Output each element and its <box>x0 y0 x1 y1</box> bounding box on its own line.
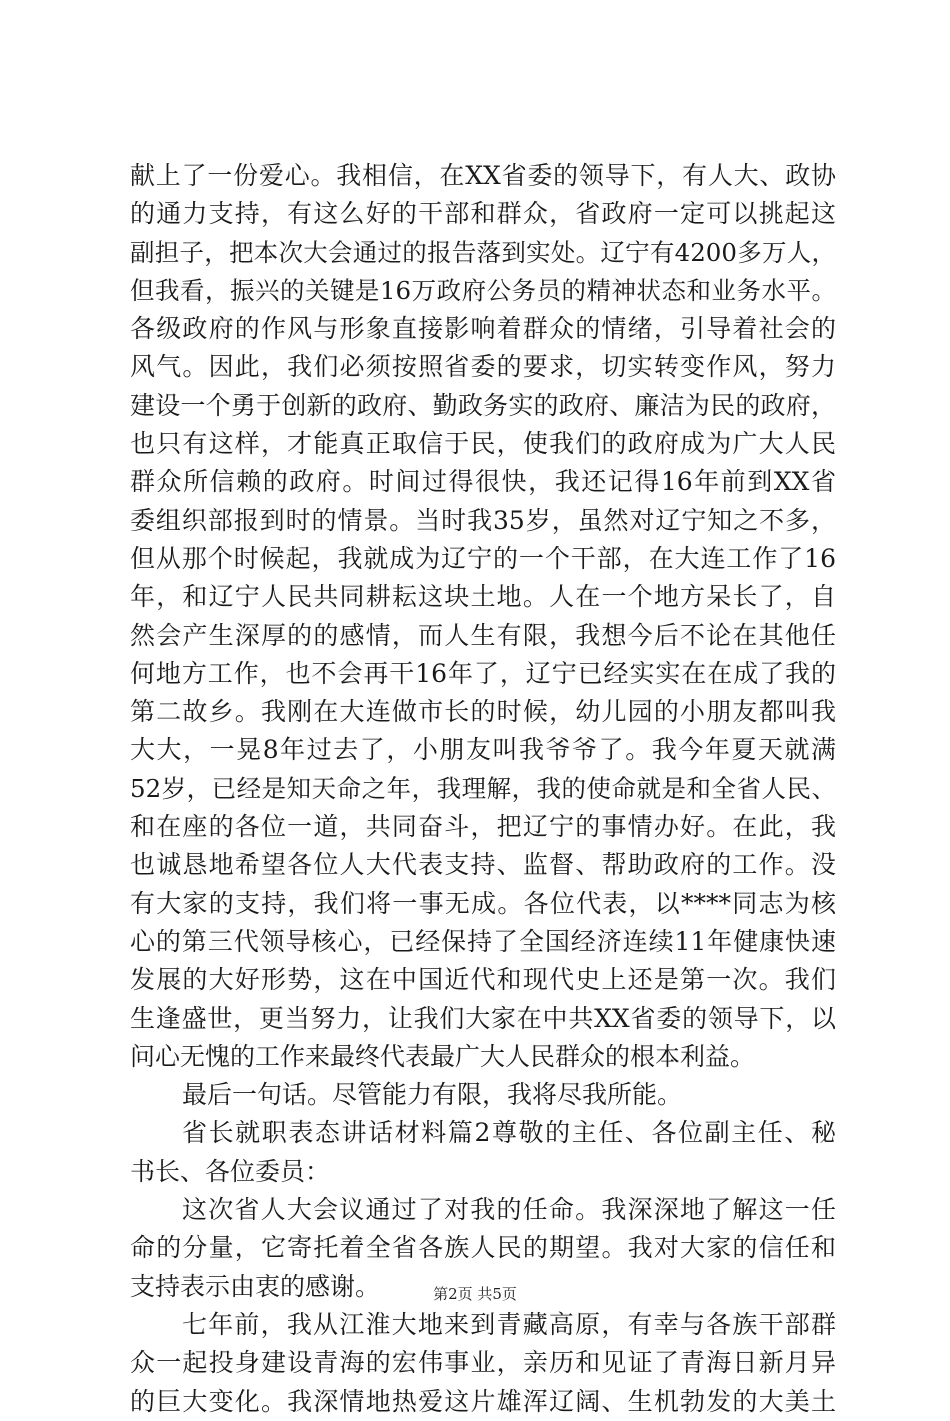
text-line: 然会产生深厚的的感情，而人生有限，我想今后不论在其他任 <box>130 620 836 650</box>
text-line: 的巨大变化。我深情地热爱这片雄浑辽阔、生机勃发的大美土 <box>130 1386 836 1416</box>
text-line: 最后一句话。尽管能力有限，我将尽我所能。 <box>182 1080 683 1110</box>
text-line: 命的分量，它寄托着全省各族人民的期望。我对大家的信任和 <box>130 1233 836 1263</box>
text-line: 但我看，振兴的关键是16万政府公务员的精神状态和业务水平。 <box>130 275 836 305</box>
text-line: 风气。因此，我们必须按照省委的要求，切实转变作风，努力 <box>130 352 836 382</box>
text-line: 生逢盛世，更当努力，让我们大家在中共XX省委的领导下，以 <box>130 1003 836 1033</box>
page-footer <box>0 1284 950 1304</box>
text-line: 书长、各位委员： <box>130 1156 331 1186</box>
text-line: 也只有这样，才能真正取信于民，使我们的政府成为广大人民 <box>130 429 836 459</box>
text-line: 省长就职表态讲话材料篇2尊敬的主任、各位副主任、秘 <box>182 1118 836 1148</box>
text-line: 七年前，我从江淮大地来到青藏高原，有幸与各族干部群 <box>182 1309 836 1339</box>
text-line: 第二故乡。我刚在大连做市长的时候，幼儿园的小朋友都叫我 <box>130 697 836 727</box>
text-line: 和在座的各位一道，共同奋斗，把辽宁的事情办好。在此，我 <box>130 812 836 842</box>
text-line: 支持表示由衷的感谢。 <box>130 1271 381 1301</box>
text-line: 各级政府的作风与形象直接影响着群众的情绪，引导着社会的 <box>130 314 836 344</box>
text-line: 52岁，已经是知天命之年，我理解，我的使命就是和全省人民、 <box>130 773 836 803</box>
page-number: 第2页 共5页 <box>433 1285 517 1303</box>
text-line: 这次省人大会议通过了对我的任命。我深深地了解这一任 <box>182 1195 836 1225</box>
text-line: 副担子，把本次大会通过的报告落到实处。辽宁有4200多万人， <box>130 237 836 267</box>
text-line: 建设一个勇于创新的政府、勤政务实的政府、廉洁为民的政府， <box>130 390 836 420</box>
text-line: 有大家的支持，我们将一事无成。各位代表，以****同志为核 <box>130 888 836 918</box>
text-line: 但从那个时候起，我就成为辽宁的一个干部，在大连工作了16 <box>130 543 836 573</box>
text-line: 问心无愧的工作来最终代表最广大人民群众的根本利益。 <box>130 1041 756 1071</box>
text-line: 委组织部报到时的情景。当时我35岁，虽然对辽宁知之不多， <box>130 505 836 535</box>
text-line: 献上了一份爱心。我相信，在XX省委的领导下，有人大、政协 <box>130 161 836 190</box>
text-line: 群众所信赖的政府。时间过得很快，我还记得16年前到XX省 <box>130 467 836 497</box>
text-line: 也诚恳地希望各位人大代表支持、监督、帮助政府的工作。没 <box>130 850 836 880</box>
text-line: 发展的大好形势，这在中国近代和现代史上还是第一次。我们 <box>130 965 836 995</box>
text-line: 年，和辽宁人民共同耕耘这块土地。人在一个地方呆长了，自 <box>130 582 836 612</box>
text-line: 的通力支持，有这么好的干部和群众，省政府一定可以挑起这 <box>130 199 836 229</box>
text-line: 众一起投身建设青海的宏伟事业，亲历和见证了青海日新月异 <box>130 1348 836 1378</box>
document-body <box>130 157 836 1421</box>
text-line: 何地方工作，也不会再干16年了，辽宁已经实实在在成了我的 <box>130 658 836 688</box>
text-line: 大大，一晃8年过去了，小朋友叫我爷爷了。我今年夏天就满 <box>130 735 836 765</box>
text-line: 心的第三代领导核心，已经保持了全国经济连续11年健康快速 <box>130 926 836 956</box>
